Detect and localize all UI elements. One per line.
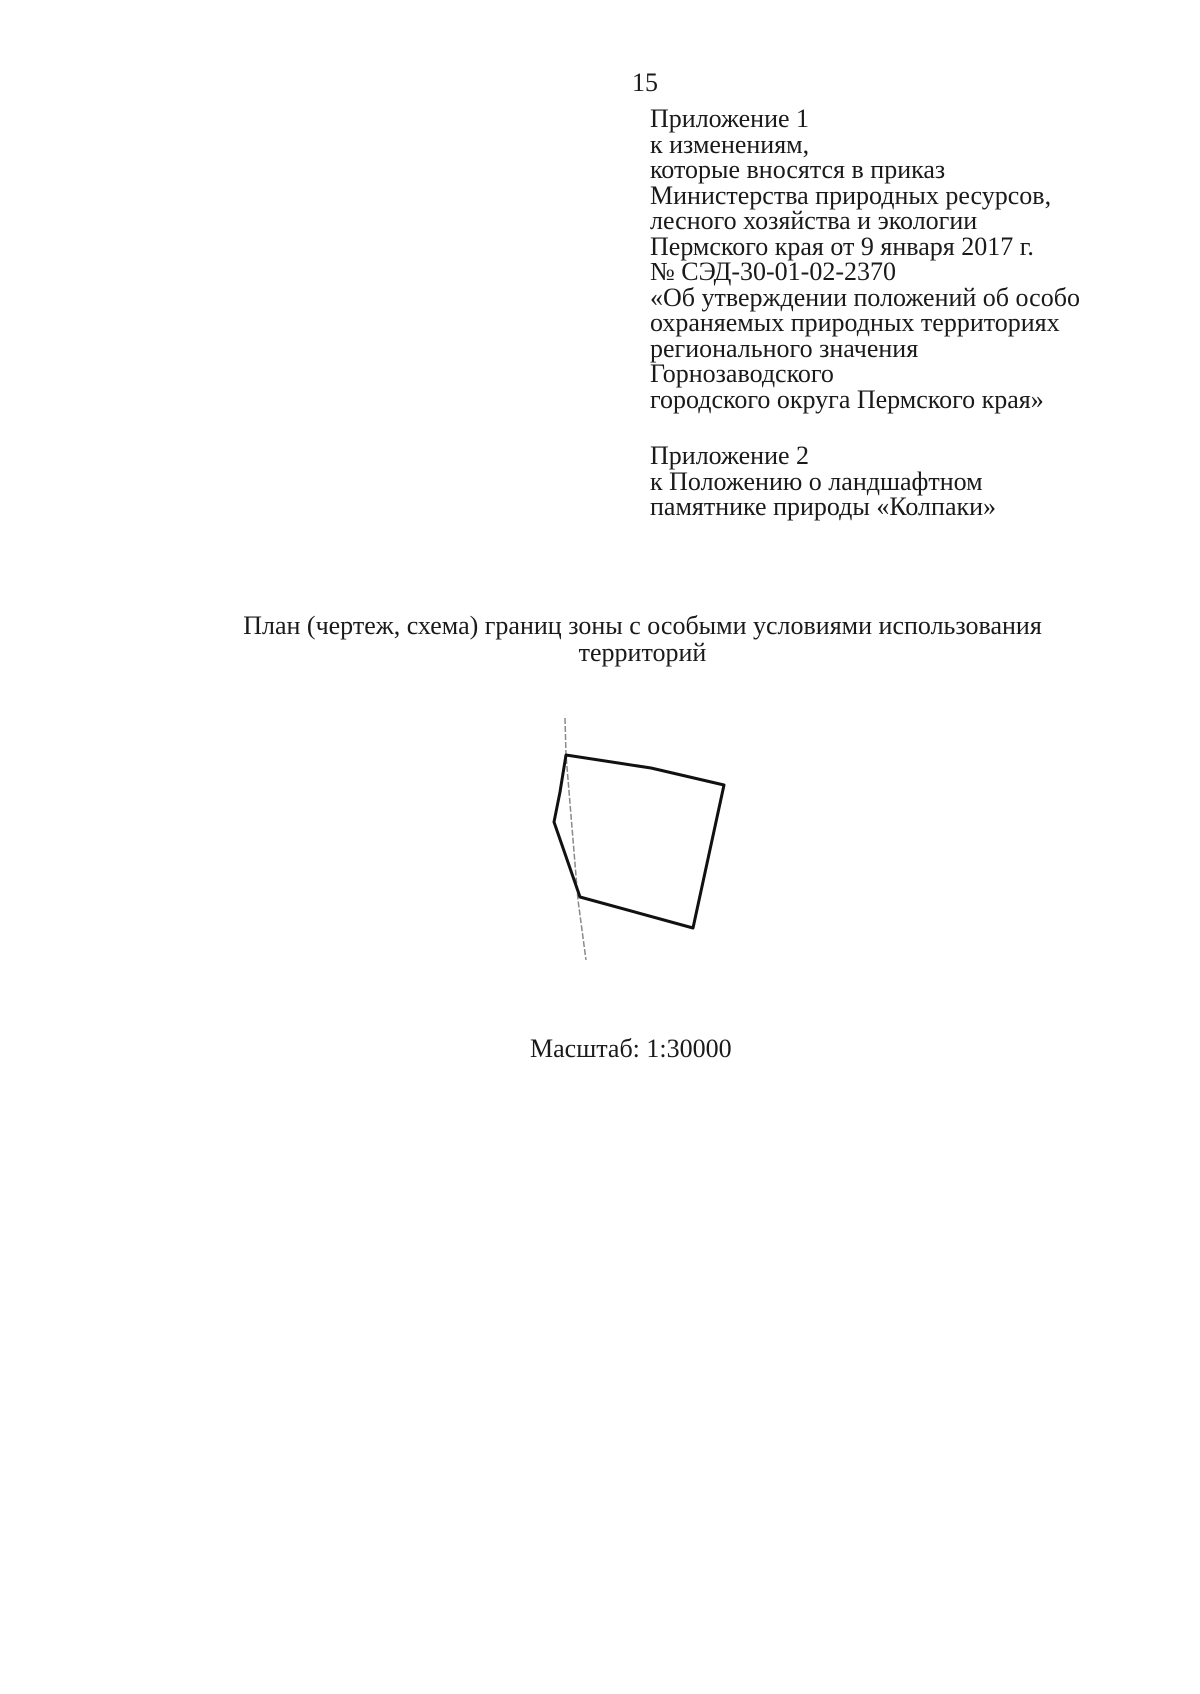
scale-label: Масштаб: 1:30000 [530,1034,732,1063]
annex-2-line: Приложение 2 [650,441,810,470]
annex-2-line: к Положению о ландшафтном [650,466,983,496]
annex-1-line: которые вносятся в приказ [650,155,946,184]
plan-title-line: территорий [578,638,707,667]
page-number: 15 [632,68,658,97]
annex-1-line: лесного хозяйства и экологии [650,206,978,235]
zone-boundary [554,755,724,928]
annex-1-line: Пермского края от 9 января 2017 г. [650,231,1034,261]
annex-2-line: памятнике природы «Колпаки» [650,492,997,521]
annex-1-line: Приложение 1 [650,104,810,133]
annex-1-line: охраняемых природных территориях [650,308,1060,337]
annex-1-line: Горнозаводского [650,359,834,388]
annex-1-line: к изменениям, [650,129,810,159]
annex-1-line: городского округа Пермского края» [650,384,1044,414]
annex-1-line: «Об утверждении положений об особо [650,282,1080,312]
plan-title-line: План (чертеж, схема) границ зоны с особыми условиями использования [243,611,1042,640]
annex-1-line: регионального значения [650,333,919,363]
annex-1-line: Министерства природных ресурсов, [650,180,1052,210]
annex-1-line: № СЭД-30-01-02-2370 [650,257,896,286]
